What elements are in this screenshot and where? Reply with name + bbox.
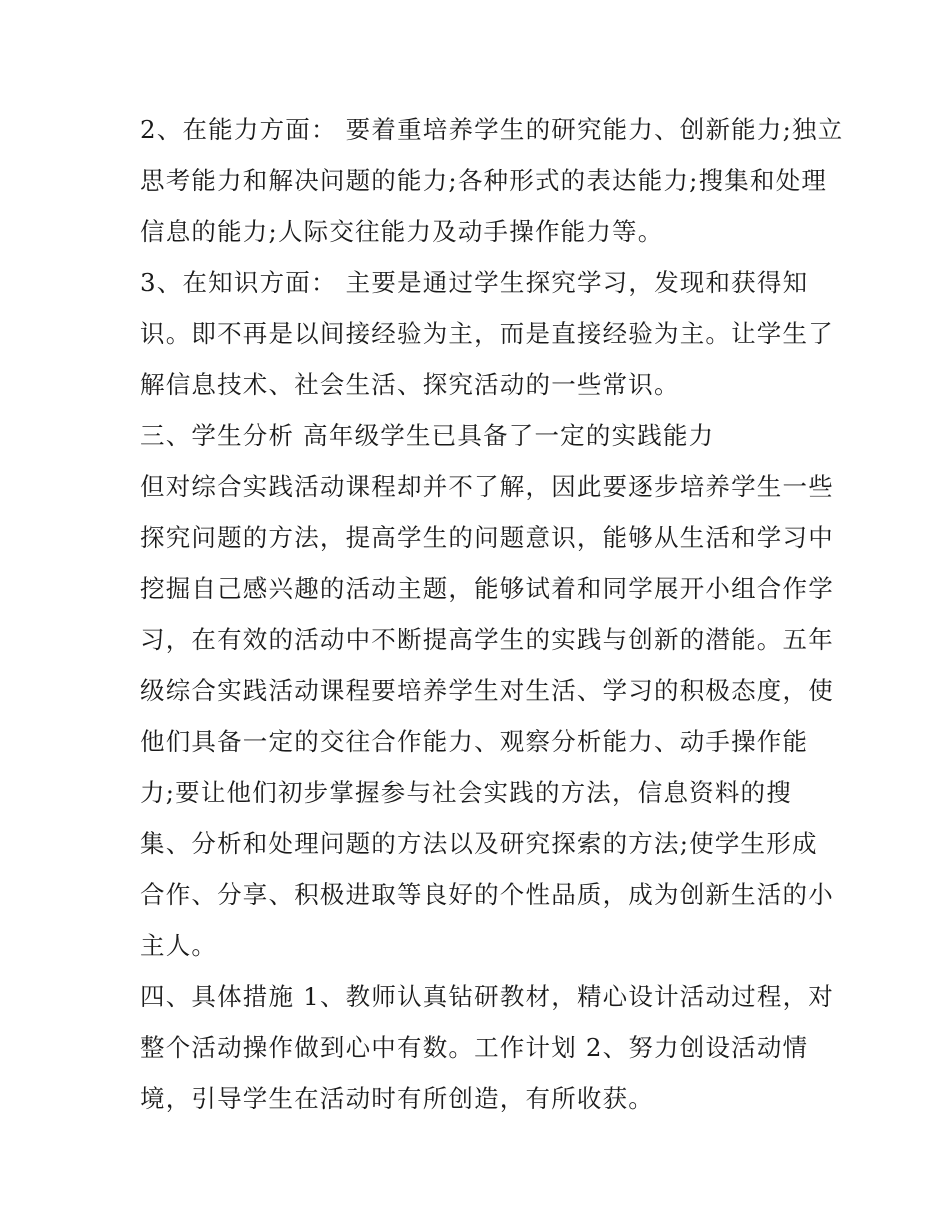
- text-line: 识。即不再是以间接经验为主，而是直接经验为主。让学生了: [140, 319, 834, 348]
- text-line: 信息的能力;人际交往能力及动手操作能力等。: [140, 217, 664, 246]
- text-line: 集、分析和处理问题的方法以及研究探索的方法;使学生形成: [140, 829, 818, 858]
- document-body: [140, 110, 844, 1130]
- text-line: 2、在能力方面： 要着重培养学生的研究能力、创新能力;独立: [140, 115, 844, 144]
- text-line: 思考能力和解决问题的能力;各种形式的表达能力;搜集和处理: [140, 166, 828, 195]
- text-line: 解信息技术、社会生活、探究活动的一些常识。: [140, 370, 680, 399]
- text-line: 但对综合实践活动课程却并不了解，因此要逐步培养学生一些: [140, 472, 834, 501]
- text-line: 三、学生分析 高年级学生已具备了一定的实践能力: [140, 421, 715, 450]
- text-line: 四、具体措施 1、教师认真钻研教材，精心设计活动过程，对: [140, 982, 834, 1011]
- text-line: 他们具备一定的交往合作能力、观察分析能力、动手操作能: [140, 727, 809, 756]
- text-line: 整个活动操作做到心中有数。工作计划 2、努力创设活动情: [140, 1033, 809, 1062]
- text-line: 习，在有效的活动中不断提高学生的实践与创新的潜能。五年: [140, 625, 834, 654]
- text-line: 探究问题的方法，提高学生的问题意识，能够从生活和学习中: [140, 523, 834, 552]
- text-line: 合作、分享、积极进取等良好的个性品质，成为创新生活的小: [140, 880, 834, 909]
- text-line: 挖掘自己感兴趣的活动主题，能够试着和同学展开小组合作学: [140, 574, 834, 603]
- text-line: 境，引导学生在活动时有所创造，有所收获。: [140, 1084, 654, 1113]
- text-line: 主人。: [140, 931, 218, 960]
- text-line: 级综合实践活动课程要培养学生对生活、学习的积极态度，使: [140, 676, 834, 705]
- text-line: 力;要让他们初步掌握参与社会实践的方法，信息资料的搜: [140, 778, 792, 807]
- text-line: 3、在知识方面： 主要是通过学生探究学习，发现和获得知: [140, 268, 809, 297]
